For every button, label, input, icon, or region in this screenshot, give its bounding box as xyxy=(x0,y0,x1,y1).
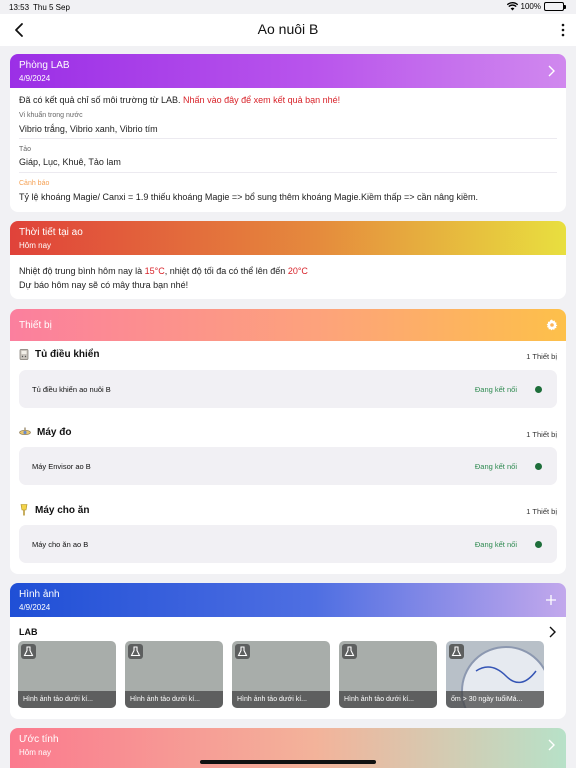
flask-icon xyxy=(342,644,357,659)
lab-result-text: Đã có kết quả chỉ số môi trường từ LAB. xyxy=(19,95,181,105)
bacteria-label: Vi khuẩn trong nước xyxy=(19,112,83,119)
plus-icon[interactable] xyxy=(545,594,557,606)
home-indicator[interactable] xyxy=(200,760,376,764)
lab-header[interactable] xyxy=(10,54,566,88)
device-status: Đang kết nối xyxy=(474,462,517,471)
device-name: Tủ điều khiển ao nuôi B xyxy=(32,385,111,394)
warning-value: Tỷ lệ khoáng Magie/ Canxi = 1.9 thiếu khoáng Magie => bổ sung thêm khoáng Magie.Kiềm thấp => cần nâng kiềm. xyxy=(19,192,479,202)
device-name: Máy cho ăn ao B xyxy=(32,540,89,549)
device-status: Đang kết nối xyxy=(474,385,517,394)
images-section-label: LAB xyxy=(19,627,38,637)
algae-value: Giáp, Lục, Khuê, Tảo lam xyxy=(19,157,121,167)
device-row[interactable] xyxy=(19,370,557,408)
device-count: 1 Thiết bị xyxy=(526,507,557,516)
image-caption: Hình ảnh tảo dưới kí... xyxy=(125,691,223,708)
lab-card xyxy=(10,54,566,212)
flask-icon xyxy=(128,644,143,659)
flask-icon xyxy=(235,644,250,659)
image-thumbnail[interactable] xyxy=(339,641,437,708)
weather-line-1 xyxy=(19,266,308,276)
images-title: Hình ảnh xyxy=(19,589,60,600)
device-row[interactable] xyxy=(19,525,557,563)
page-title: Ao nuôi B xyxy=(257,21,319,37)
devices-header xyxy=(10,309,566,341)
image-caption: Hình ảnh tảo dưới kí... xyxy=(339,691,437,708)
device-group-name: Máy đo xyxy=(37,427,72,438)
weather-text: , nhiệt độ tối đa có thể lên đến xyxy=(164,266,286,276)
wifi-icon xyxy=(507,2,518,11)
image-thumbnail[interactable] xyxy=(446,641,544,708)
control-cabinet-icon xyxy=(19,349,29,360)
navbar xyxy=(0,14,576,46)
weather-text: Nhiệt độ trung bình hôm nay là xyxy=(19,266,143,276)
estimate-title: Ước tính xyxy=(19,734,59,745)
status-bar xyxy=(0,0,576,14)
image-caption: Hình ảnh tảo dưới kí... xyxy=(232,691,330,708)
device-row[interactable] xyxy=(19,447,557,485)
warning-label: Cảnh báo xyxy=(19,180,50,187)
feeder-icon xyxy=(19,504,29,516)
device-count: 1 Thiết bị xyxy=(526,430,557,439)
gear-icon[interactable] xyxy=(546,319,558,331)
chevron-right-icon xyxy=(546,739,556,751)
connected-dot xyxy=(535,463,542,470)
image-thumbnail[interactable] xyxy=(18,641,116,708)
lab-result-line[interactable] xyxy=(19,95,340,105)
bacteria-value: Vibrio trắng, Vibrio xanh, Vibrio tím xyxy=(19,124,158,134)
device-group-title xyxy=(19,504,89,516)
device-group-title xyxy=(19,349,99,360)
lab-date: 4/9/2024 xyxy=(19,74,51,83)
status-right xyxy=(507,2,564,11)
algae-label: Tảo xyxy=(19,146,32,153)
image-caption: Hình ảnh tảo dưới kí... xyxy=(18,691,116,708)
weather-card xyxy=(10,221,566,299)
device-name: Máy Envisor ao B xyxy=(32,462,91,471)
device-group-title xyxy=(19,427,71,438)
more-vertical-icon[interactable] xyxy=(560,22,566,38)
status-time: 13:53 xyxy=(9,3,30,12)
weather-title: Thời tiết tại ao xyxy=(19,227,83,238)
weather-subtitle: Hôm nay xyxy=(19,241,52,250)
devices-card xyxy=(10,309,566,574)
flask-icon xyxy=(21,644,36,659)
temp-max: 20°C xyxy=(287,266,308,276)
image-caption: ốm > 30 ngày tuổiMá... xyxy=(446,691,544,708)
device-status: Đang kết nối xyxy=(474,540,517,549)
weather-header xyxy=(10,221,566,255)
chevron-right-icon[interactable] xyxy=(547,626,557,638)
divider xyxy=(19,172,557,173)
image-thumbnail[interactable] xyxy=(125,641,223,708)
devices-title: Thiết bị xyxy=(19,320,52,331)
temp-average: 15°C xyxy=(144,266,165,276)
images-header xyxy=(10,583,566,617)
connected-dot xyxy=(535,386,542,393)
lab-result-link[interactable]: Nhấn vào đây để xem kết quả bạn nhé! xyxy=(183,95,341,105)
connected-dot xyxy=(535,541,542,548)
flask-icon xyxy=(449,644,464,659)
device-group-name: Máy cho ăn xyxy=(35,504,90,516)
chevron-right-icon xyxy=(546,65,556,77)
sensor-probe-icon xyxy=(19,427,31,438)
divider xyxy=(19,138,557,139)
status-date: Thu 5 Sep xyxy=(33,3,70,12)
images-date: 4/9/2024 xyxy=(19,603,51,612)
images-card xyxy=(10,583,566,719)
battery-icon xyxy=(544,2,564,11)
battery-percent: 100% xyxy=(520,2,541,11)
estimate-subtitle: Hôm nay xyxy=(19,748,52,757)
device-count: 1 Thiết bị xyxy=(526,352,557,361)
weather-line-2: Dự báo hôm nay sẽ có mây thưa bạn nhé! xyxy=(19,280,189,290)
device-group-name: Tủ điều khiển xyxy=(35,349,100,360)
image-thumbnail[interactable] xyxy=(232,641,330,708)
lab-title: Phòng LAB xyxy=(19,60,70,71)
